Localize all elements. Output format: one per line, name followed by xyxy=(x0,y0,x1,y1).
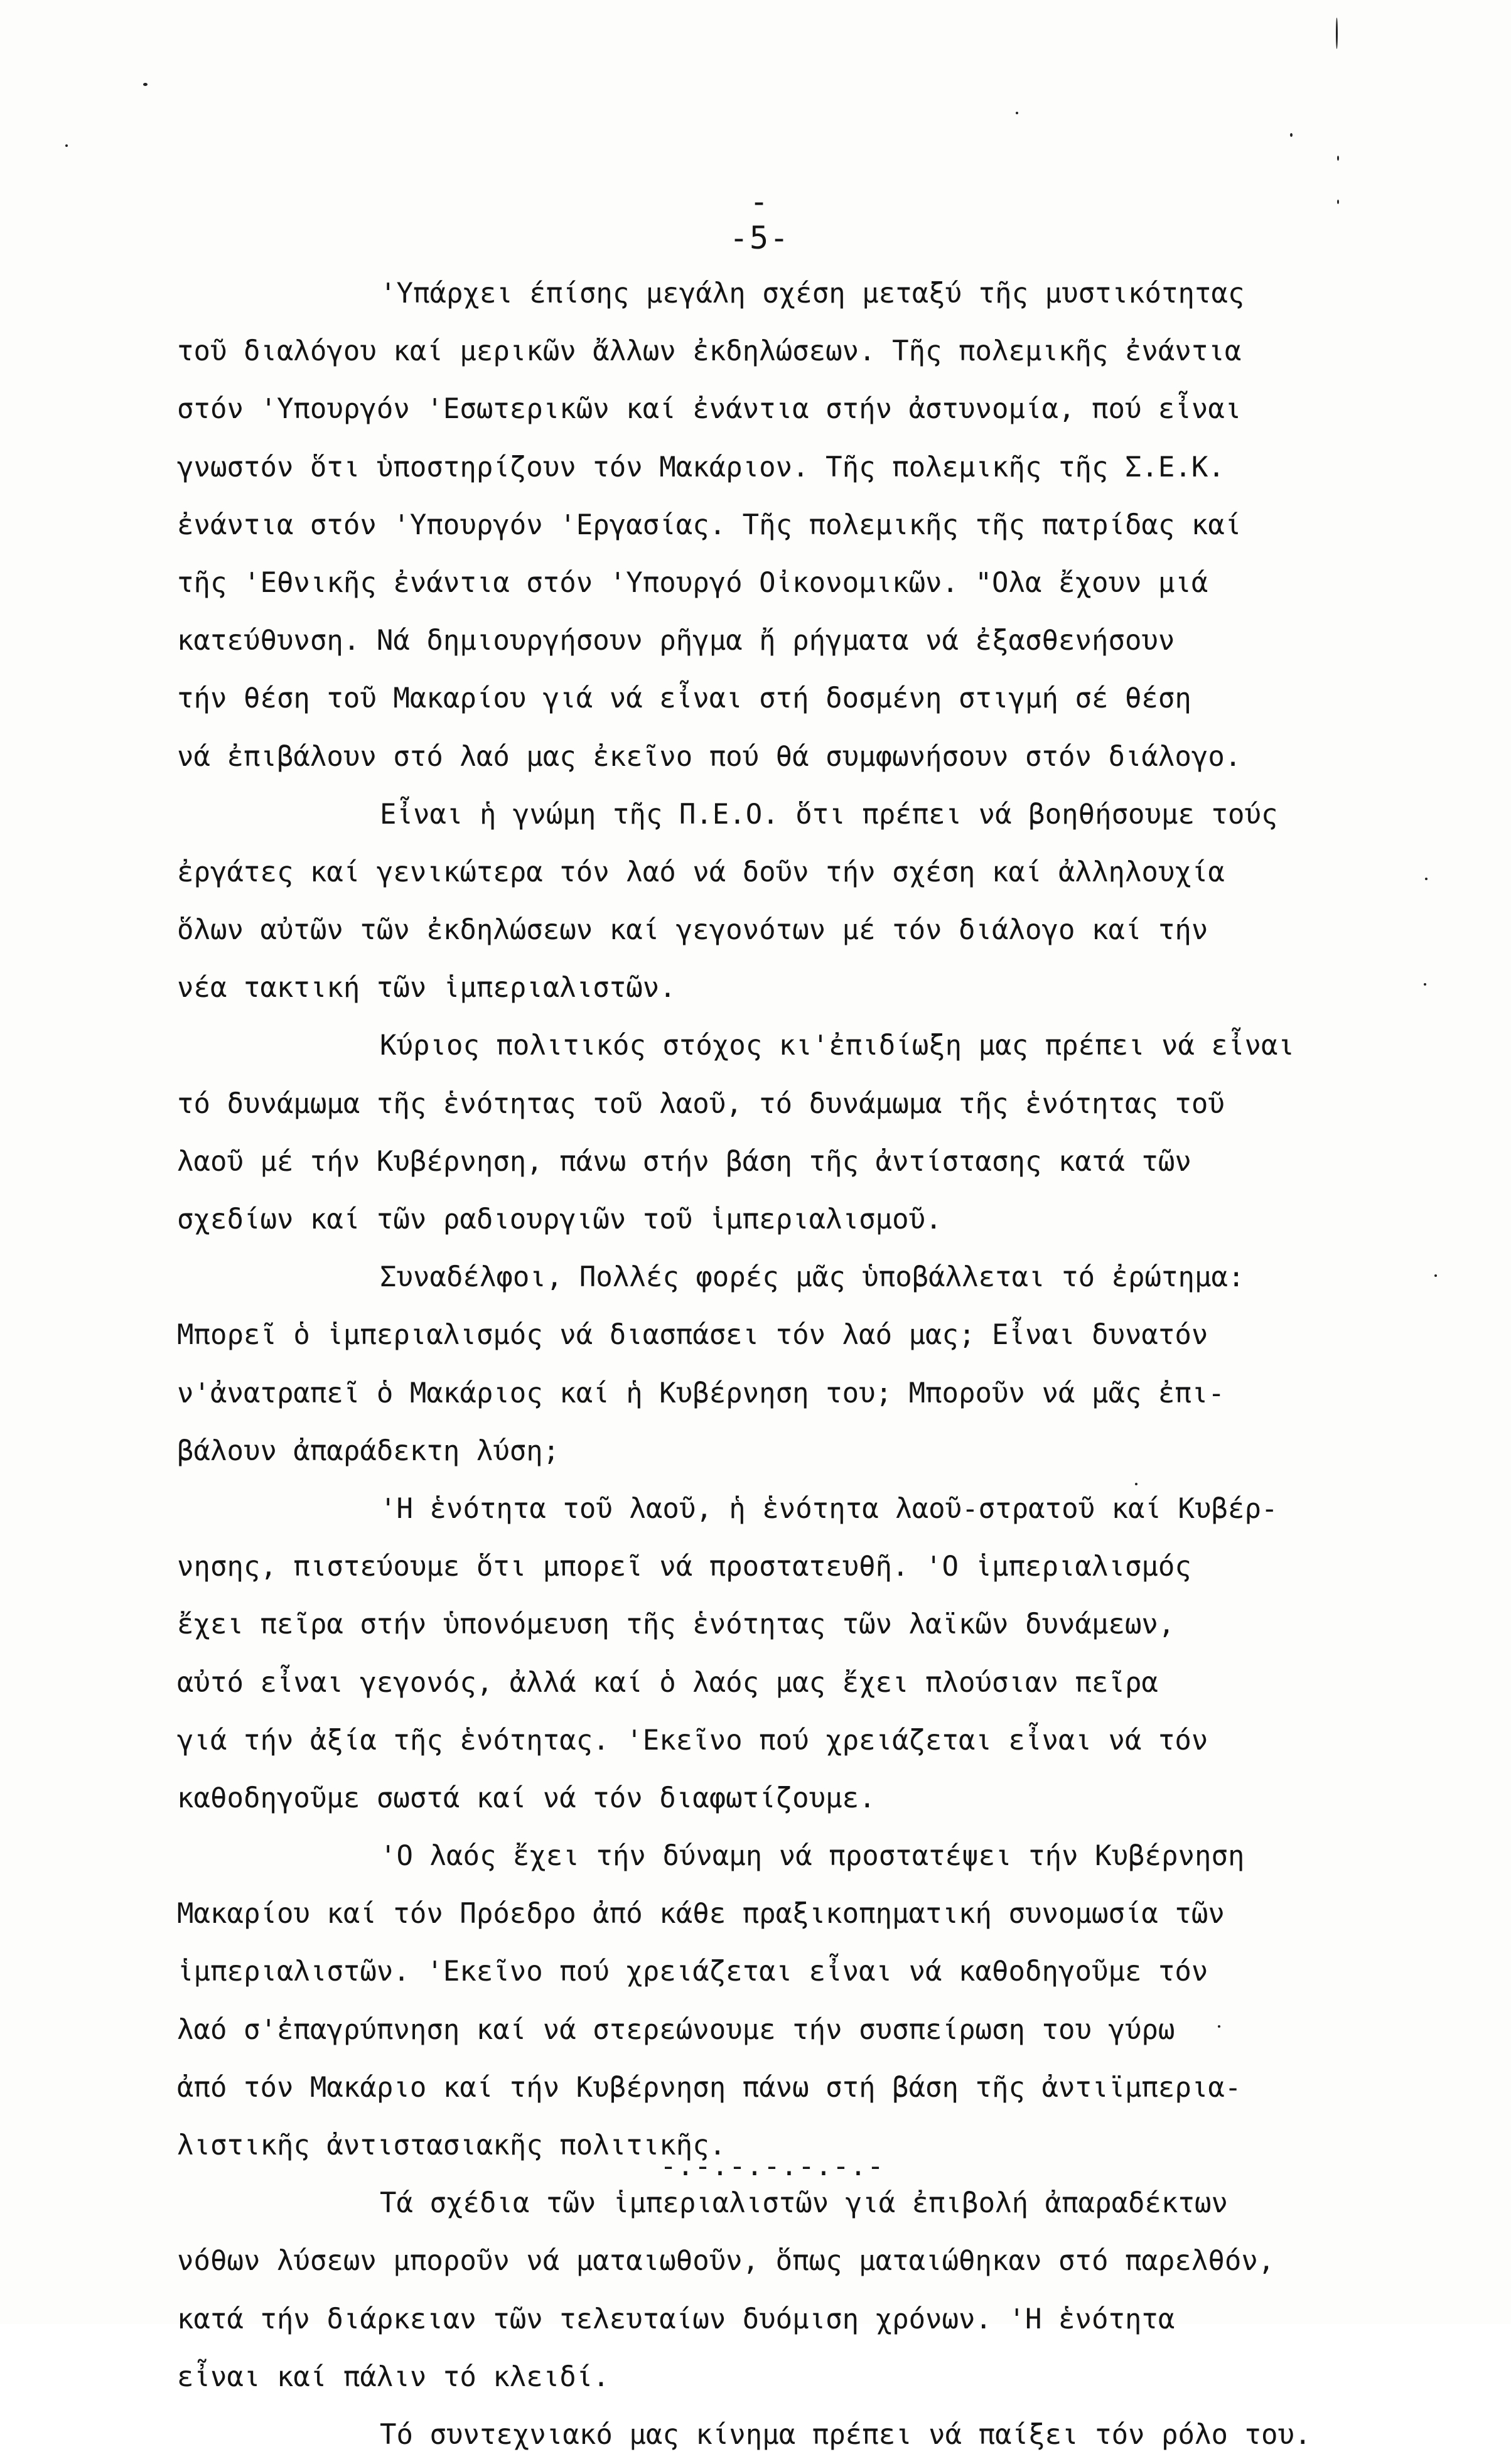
text-line: τῆς 'Εθνικῆς ἐνάντια στόν 'Υπουργό Οἰκονομικῶν. "Ολα ἔχουν μιά xyxy=(177,566,1208,599)
text-line: Μπορεῖ ὁ ἱμπεριαλισμός νά διασπάσει τόν λαό μας; Εἶναι δυνατόν xyxy=(177,1319,1208,1352)
paragraph-6 xyxy=(177,1827,1420,2175)
text-line: 'Η ἑνότητα τοῦ λαοῦ, ἡ ἑνότητα λαοῦ-στρατοῦ καί Κυβέρ- xyxy=(380,1492,1278,1525)
scan-speck xyxy=(1434,1274,1437,1277)
text-line: λιστικῆς ἀντιστασιακῆς πολιτικῆς. xyxy=(177,2129,726,2161)
scan-speck xyxy=(1290,133,1293,137)
text-line: ἔχει πεῖρα στήν ὑπονόμευση τῆς ἑνότητας τῶν λαϊκῶν δυνάμεων, xyxy=(177,1608,1175,1641)
text-line: αὐτό εἶναι γεγονός, ἀλλά καί ὁ λαός μας ἔχει πλούσιαν πεῖρα xyxy=(177,1666,1158,1699)
text-line: νέα τακτική τῶν ἱμπεριαλιστῶν. xyxy=(177,972,676,1004)
scan-speck xyxy=(1337,156,1339,161)
text-line: ὅλων αὐτῶν τῶν ἐκδηλώσεων καί γεγονότων μέ τόν διάλογο καί τήν xyxy=(177,914,1208,947)
scan-speck xyxy=(1135,1483,1137,1485)
scan-speck xyxy=(1218,2025,1220,2028)
text-line: τό δυνάμωμα τῆς ἑνότητας τοῦ λαοῦ, τό δυνάμωμα τῆς ἑνότητας τοῦ xyxy=(177,1087,1225,1120)
text-line: εἶναι καί πάλιν τό κλειδί. xyxy=(177,2360,610,2393)
text-line: τήν θέση τοῦ Μακαρίου γιά νά εἶναι στή δοσμένη στιγμή σέ θέση xyxy=(177,682,1191,715)
text-line: νά ἐπιβάλουν στό λαό μας ἐκεῖνο πού θά συμφωνήσουν στόν διάλογο. xyxy=(177,740,1242,773)
text-line: 'Υπάρχει έπίσης μεγάλη σχέση μεταξύ τῆς μυστικότητας xyxy=(380,277,1245,309)
closing-divider: -.-.-.-.-.-.- xyxy=(660,2150,885,2182)
scan-speck xyxy=(1424,983,1426,986)
paragraph-4 xyxy=(177,1249,1420,1480)
text-line: Τά σχέδια τῶν ἱμπεριαλιστῶν γιά ἐπιβολή ἀπαραδέκτων xyxy=(380,2187,1229,2220)
text-line: σχεδίων καί τῶν ραδιουργιῶν τοῦ ἱμπεριαλισμοῦ. xyxy=(177,1203,942,1235)
paragraph-5 xyxy=(177,1480,1420,1827)
text-line: νόθων λύσεων μποροῦν νά ματαιωθοῦν, ὅπως ματαιώθηκαν στό παρελθόν, xyxy=(177,2245,1275,2278)
text-line: ν'ἀνατραπεῖ ὁ Μακάριος καί ἡ Κυβέρνηση του; Μποροῦν νά μᾶς ἐπι- xyxy=(177,1377,1225,1409)
paragraph-8 xyxy=(177,2406,1420,2464)
scan-speck xyxy=(1016,112,1018,114)
text-line: ἀπό τόν Μακάριο καί τήν Κυβέρνηση πάνω στή βάση τῆς ἀντιϊμπερια- xyxy=(177,2071,1242,2104)
paragraph-7 xyxy=(177,2175,1420,2406)
text-line: γνωστόν ὅτι ὑποστηρίζουν τόν Μακάριον. Τῆς πολεμικῆς τῆς Σ.Ε.Κ. xyxy=(177,451,1225,483)
text-line: στόν 'Υπουργόν 'Εσωτερικῶν καί ἐνάντια στήν ἀστυνομία, πού εἶναι xyxy=(177,393,1242,426)
text-line: ἱμπεριαλιστῶν. 'Εκεῖνο πού χρειάζεται εἶναι νά καθοδηγοῦμε τόν xyxy=(177,1956,1208,1988)
scan-speck xyxy=(1336,18,1338,49)
text-line: κατεύθυνση. Νά δημιουργήσουν ρῆγμα ἤ ρήγματα νά ἐξασθενήσουν xyxy=(177,625,1175,657)
text-line: τοῦ διαλόγου καί μερικῶν ἄλλων ἐκδηλώσεων. Τῆς πολεμικῆς ἐνάντια xyxy=(177,335,1242,368)
text-line: ἐνάντια στόν 'Υπουργόν 'Εργασίας. Τῆς πολεμικῆς τῆς πατρίδας καί xyxy=(177,508,1242,541)
text-line: καθοδηγοῦμε σωστά καί νά τόν διαφωτίζουμε. xyxy=(177,1782,876,1814)
text-line: Συναδέλφοι, Πολλές φορές μᾶς ὑποβάλλεται τό ἐρώτημα: xyxy=(380,1261,1245,1294)
scan-speck xyxy=(1425,878,1428,880)
text-line: Μακαρίου καί τόν Πρόεδρο ἀπό κάθε πραξικοπηματική συνομωσία τῶν xyxy=(177,1898,1225,1930)
text-line: Τό συντεχνιακό μας κίνημα πρέπει νά παίξει τόν ρόλο του. xyxy=(380,2418,1311,2451)
text-line: βάλουν ἀπαράδεκτη λύση; xyxy=(177,1434,560,1467)
text-line: ἐργάτες καί γενικώτερα τόν λαό νά δοῦν τήν σχέση καί ἀλληλουχία xyxy=(177,856,1225,888)
page-number: --5- xyxy=(729,183,790,256)
paragraph-1 xyxy=(177,265,1420,786)
text-line: λαό σ'ἐπαγρύπνηση καί νά στερεώνουμε τήν συσπείρωση του γύρω xyxy=(177,2013,1175,2046)
text-line: 'Ο λαός ἔχει τήν δύναμη νά προστατέψει τήν Κυβέρνηση xyxy=(380,1840,1245,1873)
text-line: γιά τήν ἀξία τῆς ἑνότητας. 'Εκεῖνο πού χρειάζεται εἶναι νά τόν xyxy=(177,1724,1208,1757)
scan-speck xyxy=(65,144,68,147)
text-line: νησης, πιστεύουμε ὅτι μπορεῖ νά προστατευθῆ. 'Ο ἱμπεριαλισμός xyxy=(177,1551,1191,1583)
paragraph-2 xyxy=(177,786,1420,1018)
document-body xyxy=(177,265,1420,2464)
text-line: κατά τήν διάρκειαν τῶν τελευταίων δυόμιση χρόνων. 'Η ἑνότητα xyxy=(177,2303,1175,2335)
scan-speck xyxy=(143,83,148,86)
text-line: Εἶναι ἡ γνώμη τῆς Π.Ε.Ο. ὅτι πρέπει νά βοηθήσουμε τούς xyxy=(380,798,1278,831)
scan-speck xyxy=(1337,200,1339,204)
text-line: Κύριος πολιτικός στόχος κι'ἐπιδίωξη μας πρέπει νά εἶναι xyxy=(380,1030,1294,1062)
paragraph-3 xyxy=(177,1017,1420,1249)
text-line: λαοῦ μέ τήν Κυβέρνηση, πάνω στήν βάση τῆς ἀντίστασης κατά τῶν xyxy=(177,1145,1191,1178)
